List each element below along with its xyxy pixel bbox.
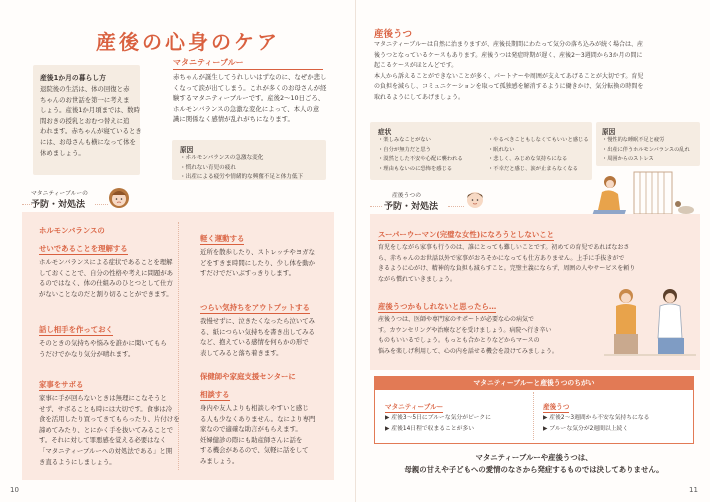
page-number: 10 [10, 486, 19, 494]
right-page [355, 0, 710, 502]
mother-sitting-illustration [574, 166, 702, 218]
comparison-title: マタニティーブルーと産後うつのちがい [375, 377, 693, 390]
ppd-prevent-small: 産後うつの [392, 193, 421, 199]
closing-statement: マタニティーブルーや産後うつは、 母親の甘えや子どもへの愛情のなさから発症するものでは決してありません。 [404, 453, 664, 474]
doctor-consultation-illustration [602, 282, 698, 364]
prevent-title: 予防・対処法 [31, 200, 86, 210]
symptom-box: 症状 ・楽しみなことがない ・自分が無力だと思う ・漠然とした不安や心配に襲われる ・理由もないのに恐怖を感じる ・やるべきこともしなくてもいいと感じる ・眠れない ・悲しく、みじめな気持ちになる ・不幸だと感じ、涙が止まらなくなる [370, 122, 592, 180]
prevent-small: マタニティーブルーの [31, 191, 88, 197]
ppd-text: マタニティーブルーは自然に治まりますが、産後長期間にわたって気分の落ち込みが続く場合は、産 後うつとなっているケースもあります。産後うつは発症時期が遅く、産後2〜3週間から3か月の間に 起こるケースがほとんどです。 本人から訴えることができないことが多く、パートナーや周囲が支えてあげることが大切です。育児 の負担を減らし、コミュニケーションを取って孤独感を解消するように働きかけ、気分転換の時間を 取れるようにしてあげましょう。 [374, 41, 644, 101]
comparison-blue: マタニティーブルー ▶ 産後3〜5日にブルーな気分がピークに ▶ 産後14日程で収まることが多い [385, 403, 491, 432]
blue-title: マタニティーブルー [173, 58, 244, 67]
tip-housework: 家事をサボる 家事に手が回らないときは無理にこなそうと せず、サボることも時には大切です。食事は冷 食を活用したり買ってきてもらったり、片付けを 諦めてみたり、とにかく手を抜いてみることで す。それに対して罪悪感を覚える必要はなく 「マタニティーブルーへの対処法である」と開 き直るようにしましょう。 [39, 380, 180, 466]
tip-not-perfect: スーパーウーマン(完璧な女性)になろうとしないこと 育児をしながら家事も行うのは、誰にとっても難しいことです。初めての育児であればなおさ ら、赤ちゃんのお世話以外で家事がおろそかになっても仕方ありません。上手に手抜きがで きるように心がけ、精神的な負担も減らすこと。完璧主義にならず、周囲の人やサービスを頼り ながら慣れていきましょう。 [378, 230, 636, 283]
comparison-ppd: 産後うつ ▶ 産後2〜3週間から不安な気持ちになる ▶ ブルーな気分が2週間以上続く [543, 403, 650, 432]
tip-hormone: ホルモンバランスの せいであることを理解する ホルモンバランスによる症状であることを理解 しておくことで、自分の性格や考えに問題があ るのではなく、体の仕組みのひとつとして仕方 がないことなのだと割り切ることができます。 [39, 226, 174, 298]
tip-consult: 保健師や家庭支援センターに 相談する 身内や友人よりも相談しやすいと感じ る人も少なくありません。なにより専門 家なので適確な助言がもらえます。 妊婦健診の際にも助産師さんに話を する機会があるので、気軽に話をして みましょう。 [200, 372, 316, 465]
cause-title: 原因 [180, 146, 194, 154]
mother-face-illustration [104, 183, 134, 211]
intro-text: 退院後の生活は、体の回復と赤 ちゃんのお世話を第一に考えま しょう。産後1か月頃までは、数時 間おきの授乳とおむつ替えに追 われます。赤ちゃんが寝ているとき には、お母さんも横になって体を 休めましょう。 [40, 85, 142, 157]
tip-if-ppd: 産後うつかもしれないと思ったら… 産後うつは、医師や専門家のサポートが必要な心の病気で す。カウンセリングや治療などを受けましょう。病院へ行き辛い ものもいいるでしょう。もっとも合かとりなどからマースの 悩みを楽しげ利用して、心の内を話せる機会を設けてみましょう。 [378, 302, 558, 355]
ppd-cause-title: 原因 [602, 128, 616, 136]
ppd-prevent-line-left [370, 206, 382, 207]
prevent-line-left [22, 204, 32, 205]
ppd-title: 産後うつ [374, 29, 413, 40]
page-number-right: 11 [689, 486, 698, 494]
comparison-divider [533, 392, 534, 440]
blue-text: 赤ちゃんが誕生してうれしいはずなのに、なぜか悲し くなって涙が出てしまう。これが多くのお母さんが経 験するマタニティーブルーです。産後2〜10日ごろ、 ホルモンバランスの急激な変化によって、本人の意 識に関係なく感情が乱れがちになります。 [173, 73, 327, 124]
tip-exercise: 軽く運動する 近所を散歩したり、ストレッチやヨガな どをすきま時間にしたり、少し体を動か すだけでだいぶすっきりします。 [200, 234, 316, 278]
tip-output: つらい気持ちをアウトプットする 我慢せずに、泣きたくなったら泣いてみ る、紙につらい気持ちを書き出してみる など、抱えている感情を何らかの形で 表してみると落ち着きます。 [200, 303, 316, 357]
cause-box: 原因 ・ホルモンバランスの急激な変化 ・慣れない育児の疲れ ・出産による疲労や情緒的な興奮不足と体力低下 [172, 140, 326, 180]
intro-title: 産後1か月の暮らし方 [40, 74, 106, 82]
blue-heading-wrap [173, 57, 323, 70]
ppd-cause-box: 原因 ・慢性的な睡眠不足と疲労 ・出産に伴うホルモンバランスの乱れ ・周囲からのストレス [596, 122, 700, 166]
symptom-title: 症状 [378, 128, 392, 136]
father-face-illustration [462, 186, 488, 212]
page-title: 産後の心身のケア [96, 30, 280, 54]
tip-talk: 話し相手を作っておく そのときの気持ちや悩みを誰かに聞いてもら うだけでかなり気分が晴れます。 [39, 325, 167, 358]
ppd-prevent-title: 予防・対処法 [384, 202, 439, 212]
comparison-box [374, 376, 694, 444]
